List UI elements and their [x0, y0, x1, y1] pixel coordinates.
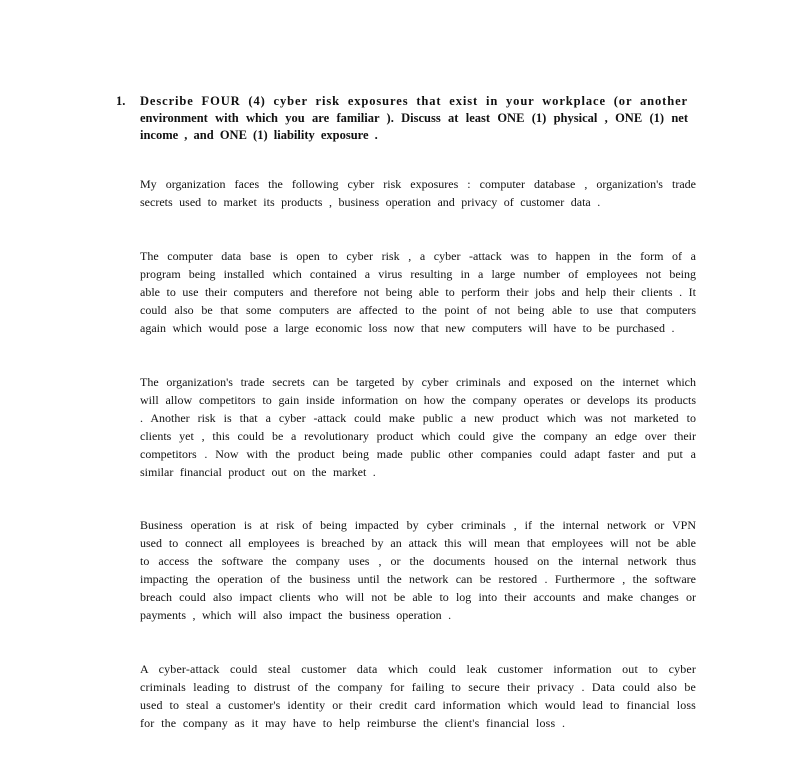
answer-paragraph-business-operation: Business operation is at risk of being impacted by cyber criminals , if the internal network or VPN used to connect all employees is breached by an attack this will mean that employees will not be able to access the software the company uses , or the documents housed on the internal network thus impacting the operation of the business until the network can be restored . Furthermore , the software breach could also impact clients who will not be able to log into their accounts and make changes or payments , which will also impact the business operation .: [140, 518, 696, 622]
question-text: [140, 93, 688, 144]
question-text-rest: environment with which you are familiar ). Discuss at least ONE (1) physical , ONE (1) net income , and ONE (1) liability exposure .: [140, 111, 688, 142]
question-number: 1.: [116, 94, 126, 108]
answer-paragraph-exposures: My organization faces the following cyber risk exposures : computer database , organization's trade secrets used to market its products , business operation and privacy of customer data .: [140, 177, 696, 209]
answer-paragraph-trade-secrets: The organization's trade secrets can be targeted by cyber criminals and exposed on the internet which will allow competitors to gain inside information on how the company operates or develops its products . Another risk is that a cyber -attack could make public a new product which was not marketed to clients yet , this could be a revolutionary product which could give the company an edge over their competitors . Now with the product being made public other companies could adapt faster and put a similar financial product out on the market .: [140, 375, 696, 479]
question-text-lead: Describe FOUR (4) cyber risk exposures that exist in your workplace (or another: [140, 94, 688, 108]
answer-paragraph-computer-database: The computer data base is open to cyber risk , a cyber -attack was to happen in the form of a program being installed which contained a virus resulting in a large number of employees not being able to use their computers and therefore not being able to perform their jobs and help their clients . It could also be that some computers are affected to the point of not being able to use that computers again which would pose a large economic loss now that new computers will have to be purchased .: [140, 249, 696, 335]
answer-paragraph-customer-data: A cyber-attack could steal customer data which could leak customer information out to cyber criminals leading to distrust of the company for failing to secure their privacy . Data could also be used to steal a customer's identity or their credit card information which would lead to financial loss for the company as it may have to help reimburse the client's financial loss .: [140, 662, 696, 730]
